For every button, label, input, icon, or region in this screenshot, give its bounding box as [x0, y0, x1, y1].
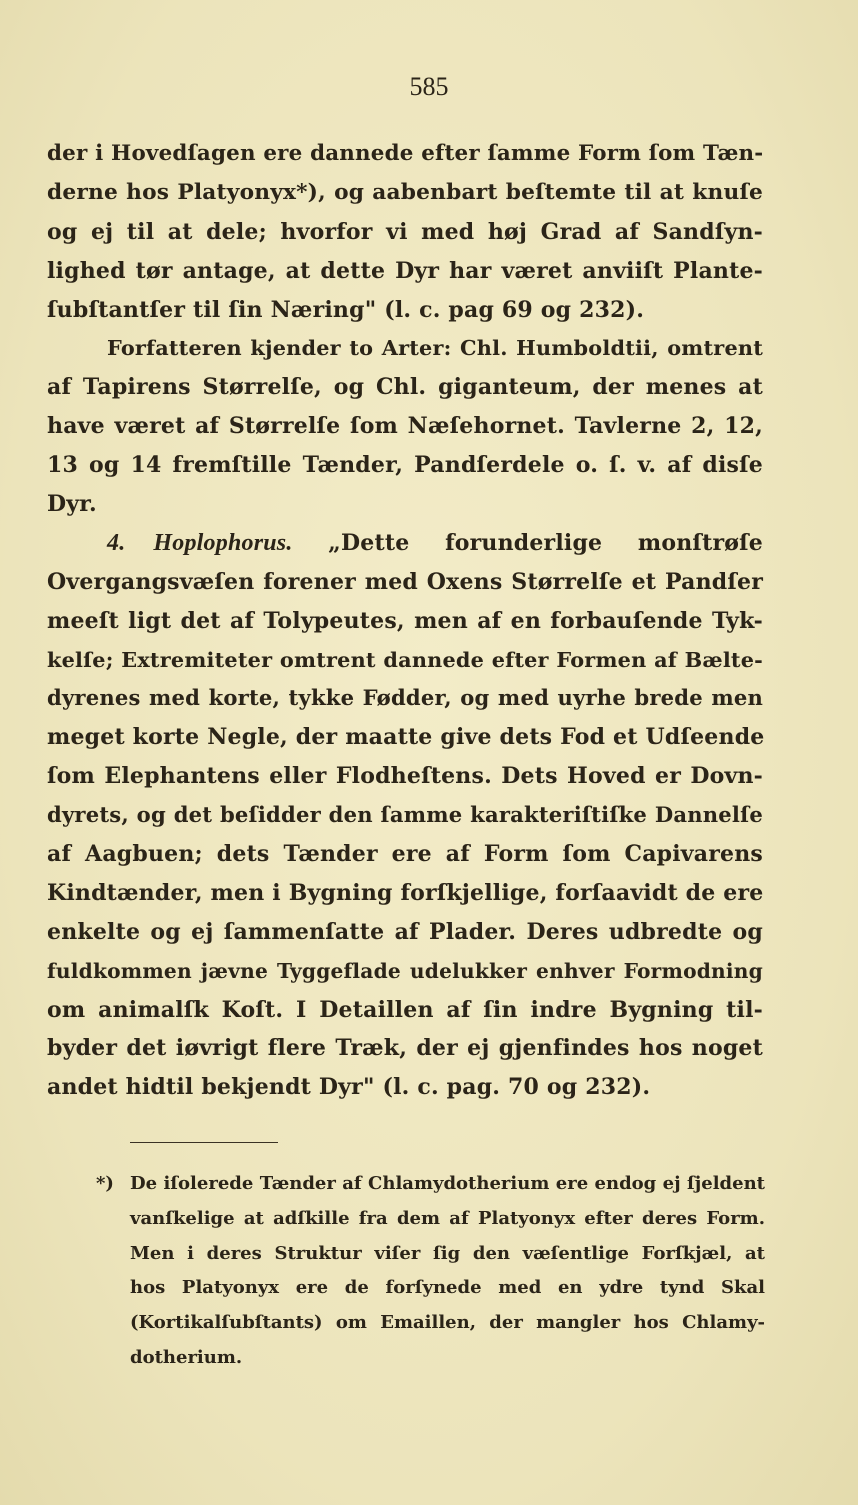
- text-line: ſom Elephantens eller Flodheſtens. Dets Hoved er Dovn-: [47, 763, 763, 790]
- text-line: dyrets, og det beſidder den ſamme karakteriſtiſke Dannelſe: [47, 802, 763, 828]
- quote-start: „Dette forunderlige monſtrøſe: [328, 529, 763, 556]
- text-line: 13 og 14 fremſtille Tænder, Pandſerdele o. ſ. v. af disſe: [47, 452, 763, 479]
- text-line: om animalſk Koſt. I Detaillen af ſin indre Bygning til-: [47, 996, 763, 1023]
- text-line: enkelte og ej ſammenſatte af Plader. Deres udbredte og: [47, 918, 763, 945]
- footnote-line: dotherium.: [130, 1346, 243, 1368]
- text-line: andet hidtil bekjendt Dyr" (l. c. pag. 70 og 232).: [47, 1074, 651, 1101]
- text-line: Kindtænder, men i Bygning forſkjellige, forſaavidt de ere: [47, 879, 764, 906]
- genus-name: Hoplophorus.: [153, 529, 293, 556]
- footnote-line: (Kortikalſubſtants) om Emaillen, der mangler hos Chlamy-: [130, 1312, 765, 1334]
- text-line: lighed tør antage, at dette Dyr har været anviiſt Plante-: [47, 257, 763, 284]
- text-line: ſubſtantſer til ſin Næring" (l. c. pag 69 og 232).: [47, 296, 645, 323]
- body-text: [47, 135, 763, 1107]
- footnote-line: vanſkelige at adſkille fra dem af Platyonyx efter deres Form.: [130, 1207, 765, 1229]
- paragraph-3: [47, 524, 763, 1107]
- text-line: og ej til at dele; hvorfor vi med høj Grad af Sandſyn-: [47, 218, 763, 245]
- footnote-line: hos Platyonyx ere de forſynede med en ydre tynd Skal: [130, 1277, 765, 1299]
- footnote-line: De iſolerede Tænder af Chlamydotherium ere endog ej ſjeldent: [130, 1173, 765, 1194]
- text-line: meeſt ligt det af Tolypeutes, men af en forbauſende Tyk-: [47, 607, 763, 634]
- text-line: have været af Størrelſe ſom Næſehornet. Tavlerne 2, 12,: [47, 413, 763, 440]
- footnote-line: Men i deres Struktur viſer ſig den væſentlige Forſkjæl, at: [130, 1242, 765, 1264]
- footnote-marker: *): [96, 1173, 114, 1194]
- text-line: Dyr.: [47, 491, 97, 518]
- text-line: byder det iøvrigt flere Træk, der ej gjenfindes hos noget: [47, 1035, 763, 1062]
- section-number: 4.: [107, 529, 126, 556]
- text-line: Forfatteren kjender to Arter: Chl. Humboldtii, omtrent: [107, 335, 763, 361]
- text-line: kelſe; Extremiteter omtrent dannede efter Formen af Bælte-: [47, 646, 763, 672]
- paragraph-1: [47, 135, 763, 329]
- text-line: derne hos Platyonyx*), og aabenbart beſtemte til at knuſe: [47, 179, 763, 205]
- text-line: dyrenes med korte, tykke Fødder, og med uyrhe brede men: [47, 685, 763, 711]
- text-line: af Tapirens Størrelſe, og Chl. giganteum, der menes at: [47, 374, 763, 401]
- text-line: meget korte Negle, der maatte give dets Fod et Udſeende: [47, 724, 765, 751]
- text-line: fuldkommen jævne Tyggeflade udelukker enhver Formodning: [47, 958, 763, 983]
- footnote: [96, 1167, 765, 1376]
- text-line: der i Hovedſagen ere dannede efter ſamme Form ſom Tæn-: [47, 141, 764, 166]
- text-line: af Aagbuen; dets Tænder ere af Form ſom Capivarens: [47, 841, 763, 868]
- paragraph-2: [47, 329, 763, 523]
- page-number: 585: [409, 72, 449, 101]
- text-line: [47, 524, 763, 563]
- text-line: Overgangsvæſen forener med Oxens Størrelſe et Pandſer: [47, 568, 763, 595]
- footnote-rule: [130, 1142, 278, 1143]
